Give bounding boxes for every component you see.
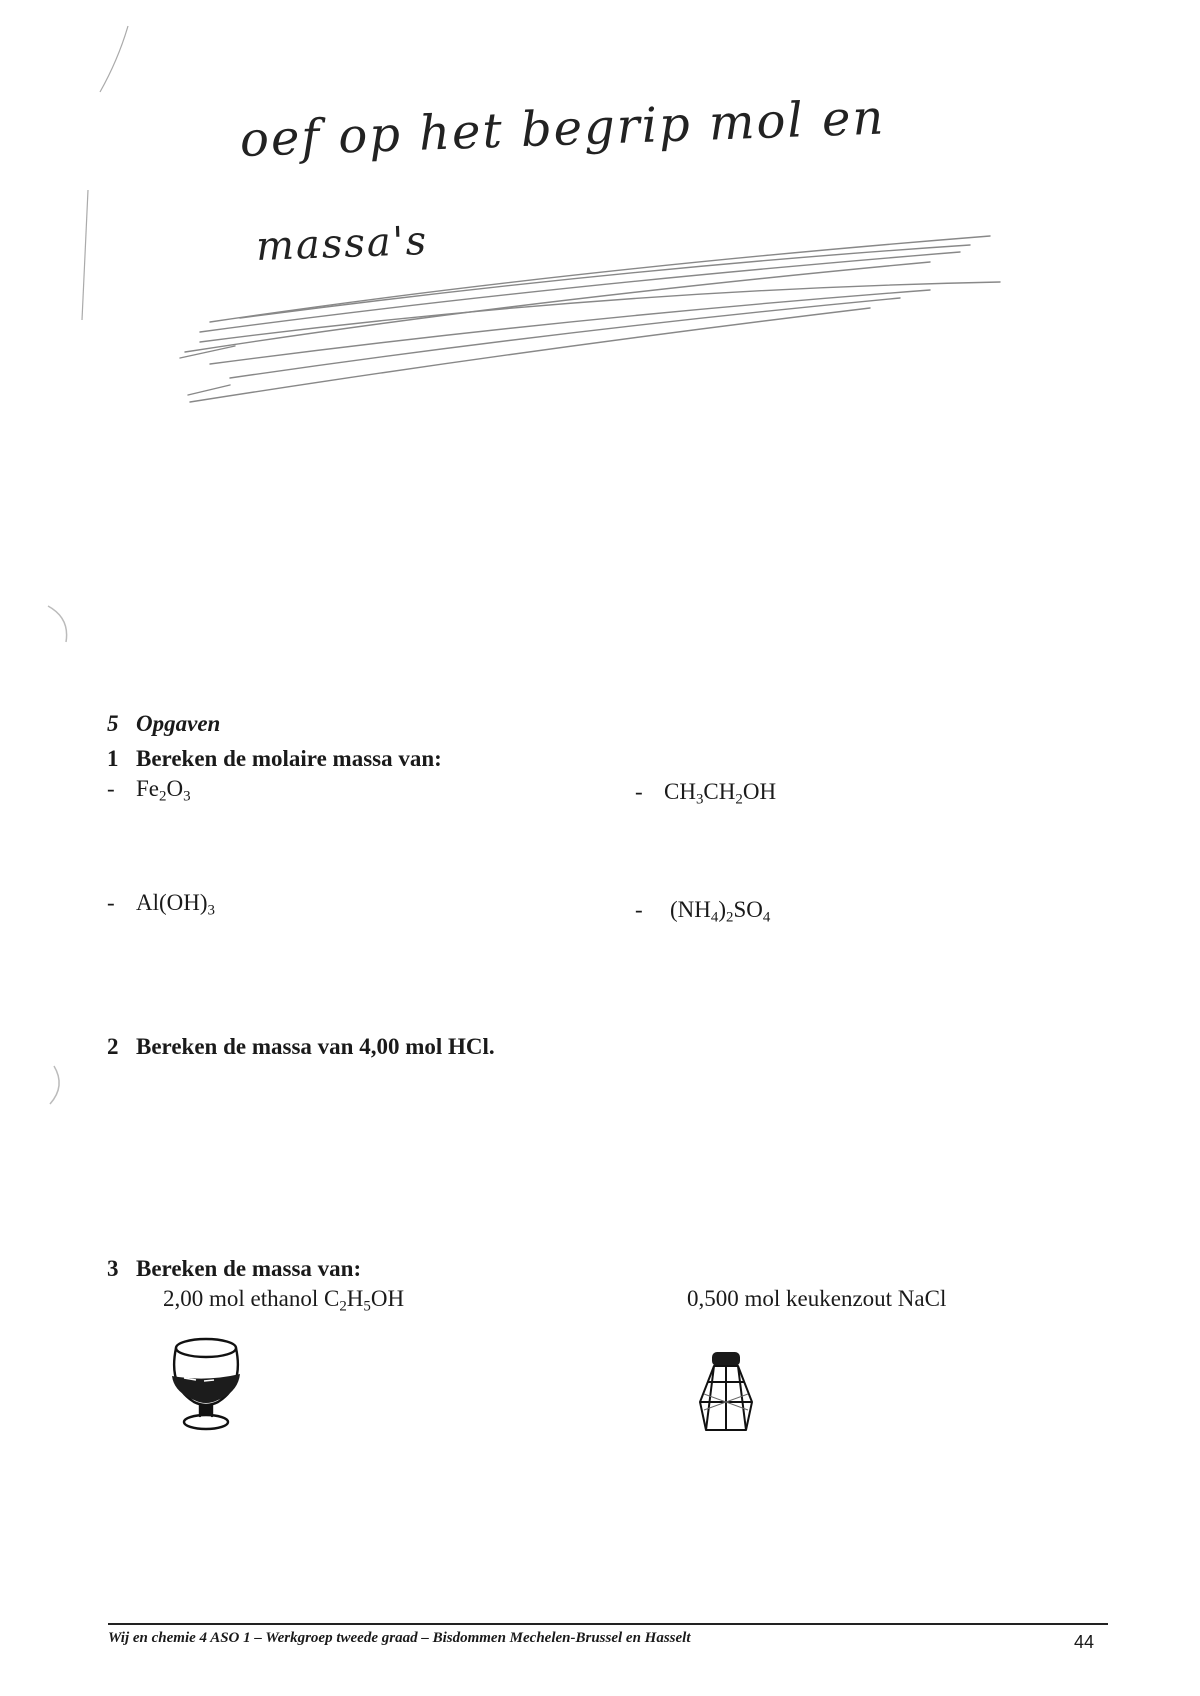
formula-aloh3: $Al(OH)_3$: [136, 890, 216, 919]
question-3-text: Bereken de massa van:: [136, 1256, 362, 1281]
list-dash: -: [107, 890, 115, 915]
question-2-number: 2: [107, 1034, 119, 1059]
page-number: 44: [1074, 1632, 1095, 1652]
question-1-text: Bereken de molaire massa van:: [136, 746, 442, 771]
section-title: Opgaven: [136, 711, 221, 736]
formula-fe2o3: $Fe_2O_3$: [136, 776, 191, 805]
formula-nh4-2so4: $(NH_4)_2SO_4$: [670, 897, 771, 926]
pencil-scribble: [0, 0, 1200, 460]
section-number: 5: [107, 711, 119, 736]
handwritten-title-line-1: oef op het begrip mol en: [239, 89, 887, 168]
salt-shaker-icon: [694, 1350, 758, 1438]
margin-mark: [40, 1060, 80, 1110]
ethanol-item: 2,00 mol ethanol $C_2H_5OH$: [163, 1286, 405, 1315]
question-2-text: Bereken de massa van 4,00 mol HCl.: [136, 1034, 495, 1059]
salt-item: 0,500 mol keukenzout NaCl: [687, 1286, 947, 1311]
margin-mark: [40, 600, 80, 650]
list-dash: -: [107, 776, 115, 801]
brandy-glass-icon: [164, 1336, 248, 1436]
footer-divider: [108, 1623, 1108, 1625]
question-1-number: 1: [107, 746, 119, 771]
question-3-number: 3: [107, 1256, 119, 1281]
list-dash: -: [635, 779, 643, 804]
handwritten-title-line-2: massa's: [255, 218, 429, 270]
formula-ch3ch2oh: $CH_3CH_2OH$: [664, 779, 777, 808]
footer-text: Wij en chemie 4 ASO 1 – Werkgroep tweede graad – Bisdommen Mechelen-Brussel en Hasselt: [108, 1630, 691, 1646]
list-dash: -: [635, 897, 643, 922]
